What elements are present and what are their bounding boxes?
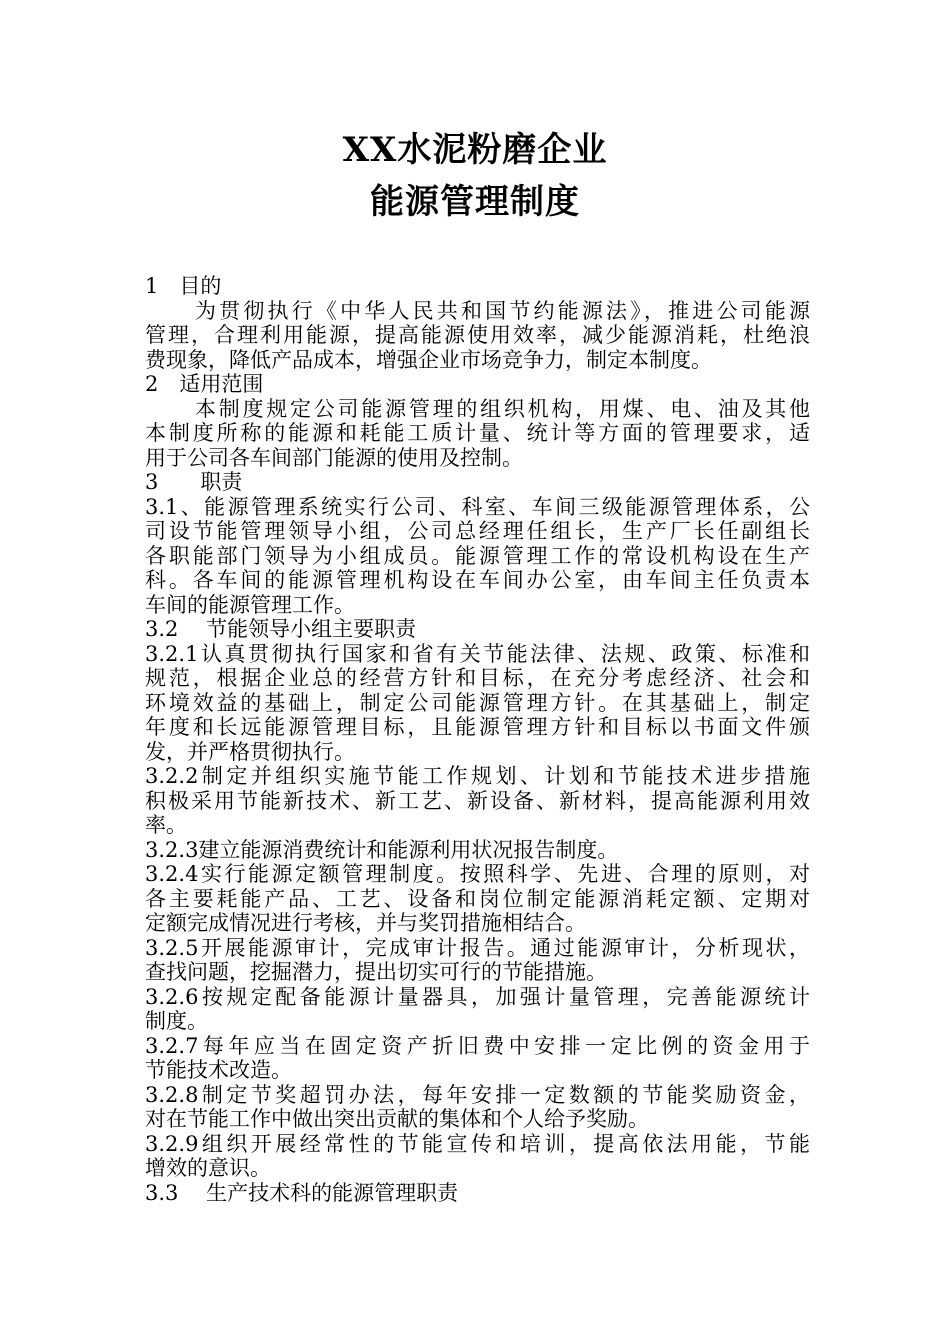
text-line: 增效的意识。: [145, 1156, 271, 1180]
text-line: 3 职责: [145, 470, 243, 494]
text-line: 定额完成情况进行考核，并与奖罚措施相结合。: [145, 911, 586, 935]
document-title-line-2: 能源管理制度: [370, 182, 580, 222]
text-line: 1 目的: [145, 274, 222, 298]
text-line: 节能技术改造。: [145, 1058, 292, 1082]
text-line: 率。: [145, 813, 187, 837]
text-line: 3.2.1认真贯彻执行国家和省有关节能法律、法规、政策、标准和: [145, 641, 810, 666]
text-line: 3.2.8制定节奖超罚办法，每年安排一定数额的节能奖励资金，: [145, 1082, 810, 1107]
text-line: 科。各车间的能源管理机构设在车间办公室，由车间主任负责本: [145, 568, 810, 592]
document-body: [145, 274, 810, 1205]
text-line: 各职能部门领导为小组成员。能源管理工作的常设机构设在生产: [145, 543, 810, 568]
text-line: 规范，根据企业总的经营方针和目标，在充分考虑经济、社会和: [145, 666, 810, 690]
text-line: 发，并严格贯彻执行。: [145, 739, 355, 764]
text-line: 查找问题，挖掘潜力，提出切实可行的节能措施。: [145, 960, 607, 984]
text-line: 3.2.6按规定配备能源计量器具，加强计量管理，完善能源统计: [145, 984, 810, 1009]
text-line: 司设节能管理领导小组，公司总经理任组长，生产厂长任副组长: [145, 519, 810, 543]
text-line: 环境效益的基础上，制定公司能源管理方针。在其基础上，制定: [145, 690, 810, 715]
text-line: 为贯彻执行《中华人民共和国节约能源法》，推进公司能源: [195, 298, 810, 323]
text-line: 费现象，降低产品成本，增强企业市场竞争力，制定本制度。: [145, 347, 712, 372]
text-line: 制度。: [145, 1009, 208, 1033]
text-line: 3.2.5开展能源审计，完成审计报告。通过能源审计，分析现状，: [145, 935, 810, 960]
text-line: 积极采用节能新技术、新工艺、新设备、新材料，提高能源利用效: [145, 788, 810, 813]
text-line: 本制度规定公司能源管理的组织机构，用煤、电、油及其他: [195, 396, 810, 421]
text-line: 用于公司各车间部门能源的使用及控制。: [145, 445, 523, 470]
text-line: 3.2 节能领导小组主要职责: [145, 617, 417, 641]
text-line: 3.2.2制定并组织实施节能工作规划、计划和节能技术进步措施: [145, 764, 810, 788]
text-line: 本制度所称的能源和耗能工质计量、统计等方面的管理要求，适: [145, 421, 810, 445]
text-line: 3.2.7每年应当在固定资产折旧费中安排一定比例的资金用于: [145, 1033, 810, 1058]
text-line: 3.3 生产技术科的能源管理职责: [145, 1180, 459, 1205]
text-line: 3.2.4实行能源定额管理制度。按照科学、先进、合理的原则，对: [145, 862, 810, 886]
text-line: 3.2.3建立能源消费统计和能源利用状况报告制度。: [145, 837, 619, 862]
text-line: 2 适用范围: [145, 372, 264, 396]
text-line: 3.1、能源管理系统实行公司、科室、车间三级能源管理体系，公: [145, 494, 810, 519]
text-line: 对在节能工作中做出突出贡献的集体和个人给予奖励。: [145, 1107, 649, 1131]
text-line: 3.2.9组织开展经常性的节能宣传和培训，提高依法用能，节能: [145, 1131, 810, 1156]
text-line: 管理，合理利用能源，提高能源使用效率，减少能源消耗，杜绝浪: [145, 323, 810, 347]
text-line: 年度和长远能源管理目标，且能源管理方针和目标以书面文件颁: [145, 715, 810, 739]
document-title-line-1: XX水泥粉磨企业: [342, 130, 608, 170]
text-line: 车间的能源管理工作。: [145, 592, 355, 617]
text-line: 各主要耗能产品、工艺、设备和岗位制定能源消耗定额、定期对: [145, 886, 810, 911]
